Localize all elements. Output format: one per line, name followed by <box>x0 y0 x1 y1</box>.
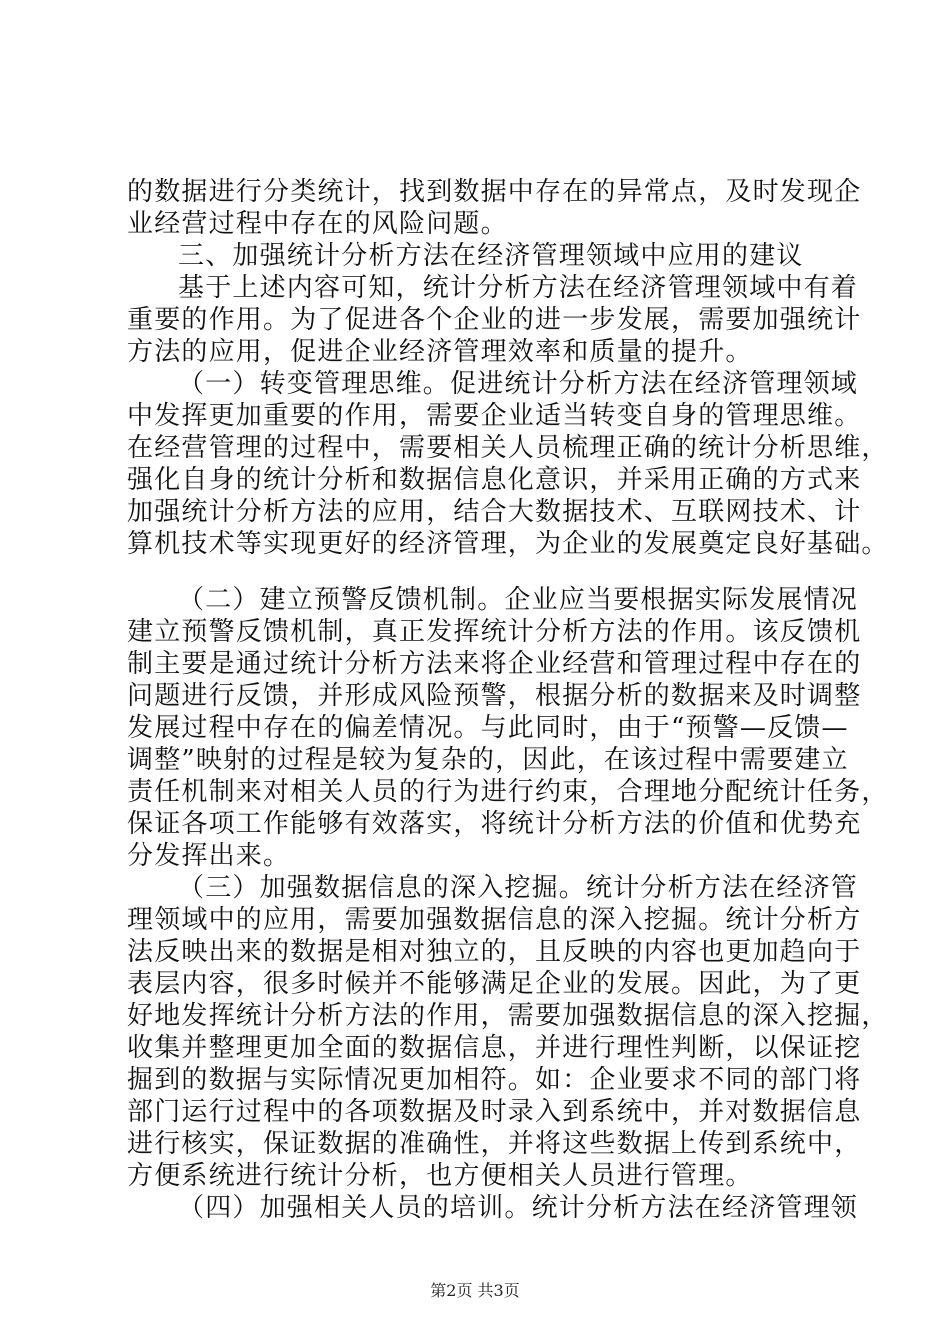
page-footer: 第2页 共3页 <box>430 1281 520 1300</box>
text-line: 业经营过程中存在的风险问题。 <box>127 209 508 239</box>
text-line: 进行核实，保证数据的准确性，并将这些数据上传到系统中， <box>127 1129 862 1159</box>
text-line: 算机技术等实现更好的经济管理，为企业的发展奠定良好基础。 <box>127 529 889 559</box>
text-line: 好地发挥统计分析方法的作用，需要加强数据信息的深入挖掘， <box>127 1001 889 1031</box>
text-line: 的数据进行分类统计，找到数据中存在的异常点，及时发现企 <box>127 177 862 207</box>
text-line: 中发挥更加重要的作用，需要企业适当转变自身的管理思维。 <box>127 401 862 431</box>
text-line: 基于上述内容可知，统计分析方法在经济管理领域中有着 <box>178 273 859 303</box>
text-line: 制主要是通过统计分析方法来将企业经营和管理过程中存在的 <box>127 649 862 679</box>
text-line: 责任机制来对相关人员的行为进行约束，合理地分配统计任务， <box>127 777 889 807</box>
text-line: 表层内容，很多时候并不能够满足企业的发展。因此，为了更 <box>127 969 862 999</box>
text-line: 部门运行过程中的各项数据及时录入到系统中，并对数据信息 <box>127 1097 862 1127</box>
text-line: 强化自身的统计分析和数据信息化意识，并采用正确的方式来 <box>127 465 862 495</box>
text-line: （四）加强相关人员的培训。统计分析方法在经济管理领 <box>178 1193 859 1223</box>
text-line: 理领域中的应用，需要加强数据信息的深入挖掘。统计分析方 <box>127 905 862 935</box>
text-line: （二）建立预警反馈机制。企业应当要根据实际发展情况 <box>178 585 859 615</box>
text-line: 问题进行反馈，并形成风险预警，根据分析的数据来及时调整 <box>127 681 862 711</box>
text-line: 掘到的数据与实际情况更加相符。如：企业要求不同的部门将 <box>127 1065 862 1095</box>
text-line: （一）转变管理思维。促进统计分析方法在经济管理领域 <box>178 369 859 399</box>
text-line: 重要的作用。为了促进各个企业的进一步发展，需要加强统计 <box>127 305 862 335</box>
text-line: 加强统计分析方法的应用，结合大数据技术、互联网技术、计 <box>127 497 862 527</box>
text-line: 建立预警反馈机制，真正发挥统计分析方法的作用。该反馈机 <box>127 617 862 647</box>
section-heading: 三、加强统计分析方法在经济管理领域中应用的建议 <box>178 241 804 271</box>
text-line: 保证各项工作能够有效落实，将统计分析方法的价值和优势充 <box>127 809 862 839</box>
text-line: 在经营管理的过程中，需要相关人员梳理正确的统计分析思维， <box>127 433 889 463</box>
text-line: 方便系统进行统计分析，也方便相关人员进行管理。 <box>127 1161 753 1191</box>
text-line: 发展过程中存在的偏差情况。与此同时，由于“预警—反馈— <box>127 713 849 743</box>
text-line: 分发挥出来。 <box>127 841 291 871</box>
text-line: 收集并整理更加全面的数据信息，并进行理性判断，以保证挖 <box>127 1033 862 1063</box>
text-line: 调整”映射的过程是较为复杂的，因此，在该过程中需要建立 <box>127 745 849 775</box>
text-line: 法反映出来的数据是相对独立的，且反映的内容也更加趋向于 <box>127 937 862 967</box>
text-line: （三）加强数据信息的深入挖掘。统计分析方法在经济管 <box>178 873 859 903</box>
text-line: 方法的应用，促进企业经济管理效率和质量的提升。 <box>127 337 753 367</box>
